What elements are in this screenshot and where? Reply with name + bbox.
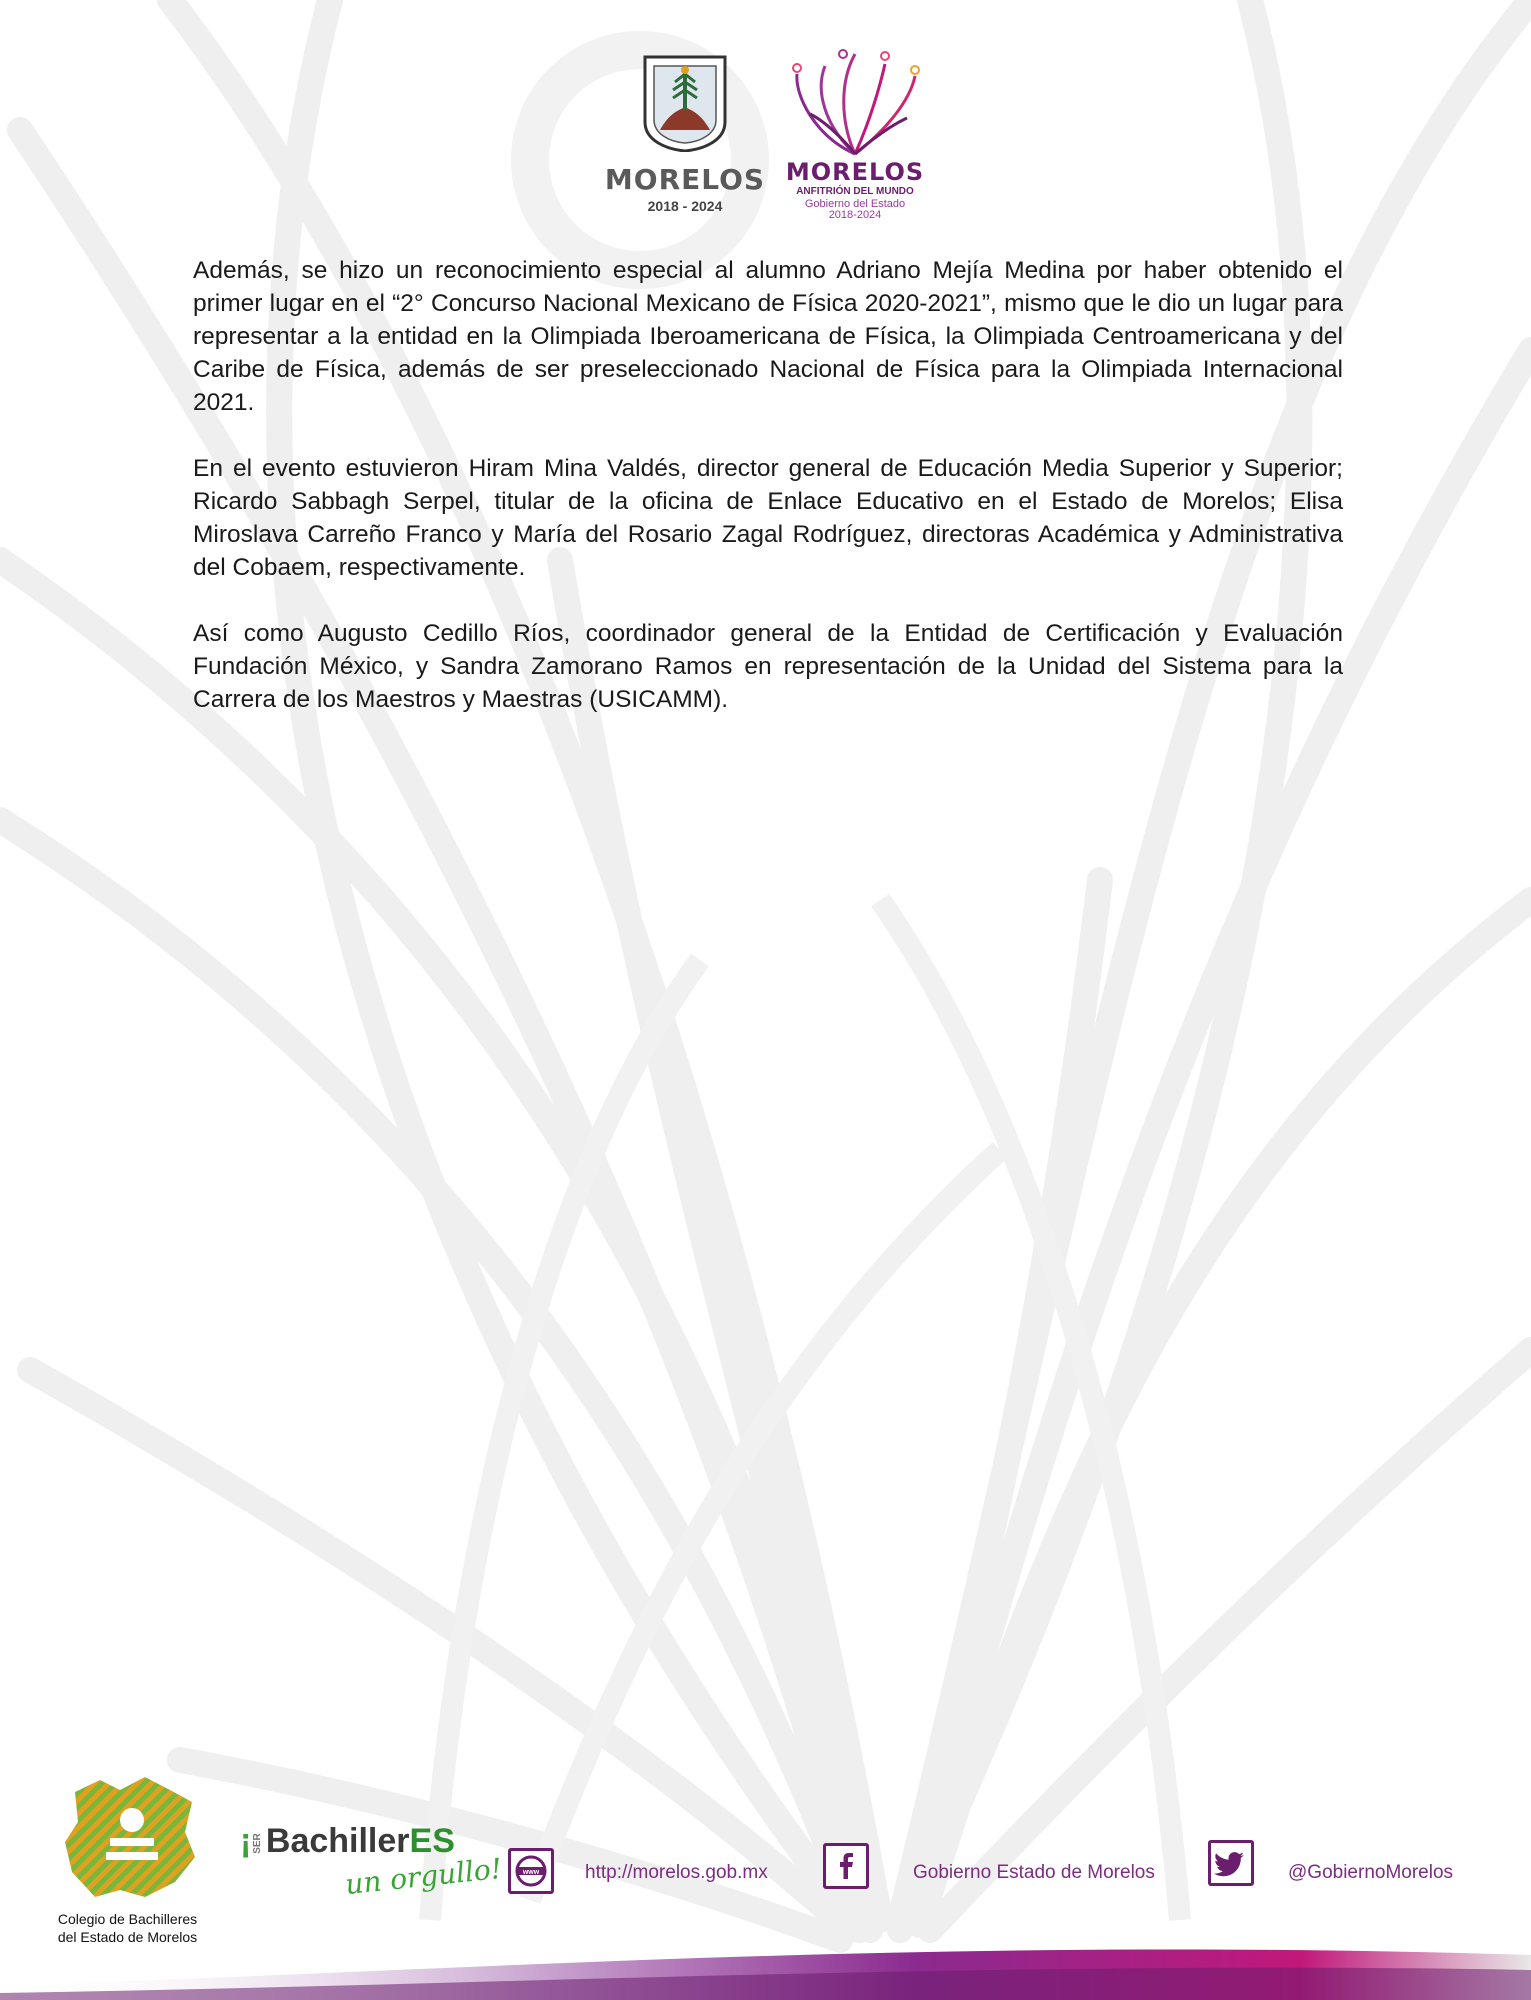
- right-logo-years: 2018-2024: [828, 209, 882, 221]
- body-paragraph: En el evento estuvieron Hiram Mina Valdés, director general de Educación Media Superior y Superior; Ricardo Sabbagh Serpel, titular de la oficina de Enlace Educativo en el Estado de Morelos; Elisa Miroslava Carreño Franco y María del Rosario Zagal Rodríguez, directoras Académica y Administrativa del Cobaem, respectivamente.: [193, 455, 1343, 581]
- footer: [0, 1760, 1531, 2000]
- web-icon[interactable]: [508, 1848, 554, 1894]
- left-logo-title: MORELOS: [604, 163, 766, 196]
- cobaem-map-logo-icon: [60, 1772, 200, 1902]
- header-logos: [0, 0, 1531, 230]
- bachilleres-slogan-logo: ¡SERBachillerES un orgullo!: [240, 1822, 504, 1902]
- state-coat-of-arms-icon: [640, 52, 730, 152]
- facebook-link[interactable]: Gobierno Estado de Morelos: [913, 1862, 1155, 1883]
- facebook-icon[interactable]: [823, 1843, 869, 1889]
- website-link[interactable]: http://morelos.gob.mx: [585, 1862, 768, 1883]
- body-paragraph: Además, se hizo un reconocimiento especial al alumno Adriano Mejía Medina por haber obtenido el primer lugar en el “2° Concurso Nacional Mexicano de Física 2020-2021”, mismo que le dio un lugar para representar a la entidad en la Olimpiada Iberoamericana de Física, la Olimpiada Centroamericana y del Caribe de Física, además de ser preseleccionado Nacional de Física para la Olimpiada Internacional 2021.: [193, 257, 1343, 416]
- left-logo-years: 2018 - 2024: [647, 198, 723, 214]
- document-body: [193, 254, 1343, 749]
- twitter-link[interactable]: @GobiernoMorelos: [1288, 1862, 1454, 1883]
- right-logo-title: MORELOS: [785, 158, 925, 186]
- svg-text:www: www: [522, 1869, 540, 1876]
- body-paragraph: Así como Augusto Cedillo Ríos, coordinador general de la Entidad de Certificación y Evaluación Fundación México, y Sandra Zamorano Ramos en representación de la Unidad del Sistema para la Carrera de los Maestros y Maestras (USICAMM).: [193, 620, 1343, 713]
- lotus-flower-icon: [785, 46, 925, 158]
- right-logo-government: Gobierno del Estado: [804, 198, 906, 210]
- cobaem-caption: Colegio de Bachilleres del Estado de Morelos: [57, 1911, 198, 1945]
- right-logo-subtitle: ANFITRIÓN DEL MUNDO: [796, 186, 914, 197]
- twitter-icon[interactable]: [1208, 1840, 1254, 1886]
